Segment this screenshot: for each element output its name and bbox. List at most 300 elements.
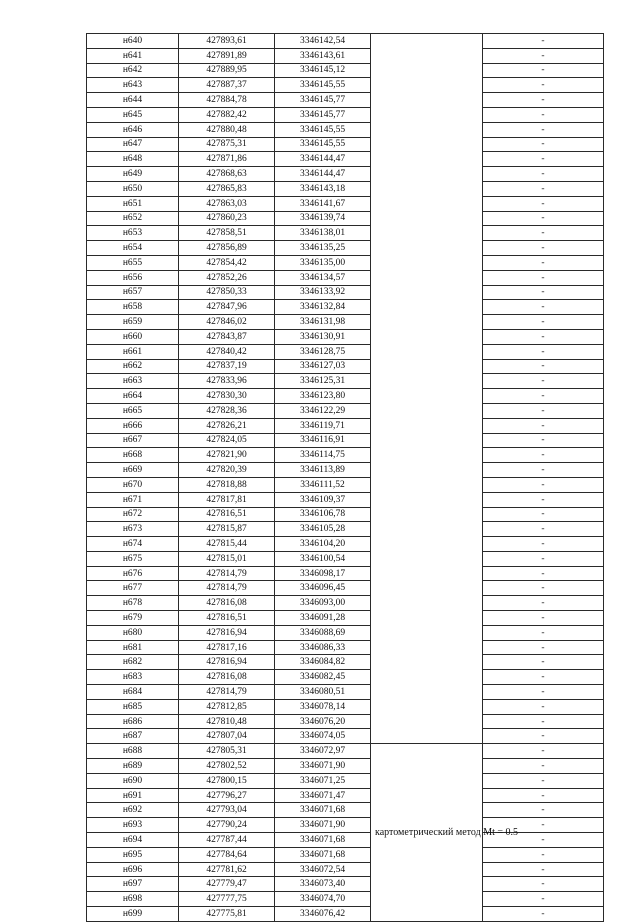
error-cell: -	[483, 744, 604, 759]
x-coordinate-cell: 427787,44	[179, 833, 275, 848]
y-coordinate-cell: 3346074,05	[275, 729, 371, 744]
coordinates-table	[86, 33, 604, 922]
table-row	[87, 759, 604, 774]
table-row	[87, 685, 604, 700]
y-coordinate-cell: 3346106,78	[275, 507, 371, 522]
point-name-cell: н664	[87, 389, 179, 404]
point-name-cell: н672	[87, 507, 179, 522]
table-row	[87, 344, 604, 359]
point-name-cell: н686	[87, 714, 179, 729]
y-coordinate-cell: 3346127,03	[275, 359, 371, 374]
table-row	[87, 78, 604, 93]
table-row	[87, 226, 604, 241]
error-cell: -	[483, 581, 604, 596]
error-cell: -	[483, 537, 604, 552]
point-name-cell: н654	[87, 241, 179, 256]
error-cell: -	[483, 241, 604, 256]
table-row	[87, 196, 604, 211]
x-coordinate-cell: 427858,51	[179, 226, 275, 241]
point-name-cell: н674	[87, 537, 179, 552]
point-name-cell: н657	[87, 285, 179, 300]
table-row	[87, 788, 604, 803]
y-coordinate-cell: 3346145,55	[275, 78, 371, 93]
y-coordinate-cell: 3346072,97	[275, 744, 371, 759]
y-coordinate-cell: 3346143,61	[275, 48, 371, 63]
y-coordinate-cell: 3346071,68	[275, 803, 371, 818]
x-coordinate-cell: 427816,51	[179, 611, 275, 626]
error-cell: -	[483, 181, 604, 196]
table-row	[87, 611, 604, 626]
table-row	[87, 255, 604, 270]
x-coordinate-cell: 427790,24	[179, 818, 275, 833]
table-row	[87, 211, 604, 226]
error-cell: -	[483, 137, 604, 152]
table-row	[87, 285, 604, 300]
x-coordinate-cell: 427865,83	[179, 181, 275, 196]
y-coordinate-cell: 3346105,28	[275, 522, 371, 537]
point-name-cell: н698	[87, 892, 179, 907]
error-cell: -	[483, 507, 604, 522]
x-coordinate-cell: 427821,90	[179, 448, 275, 463]
table-row	[87, 655, 604, 670]
y-coordinate-cell: 3346131,98	[275, 315, 371, 330]
y-coordinate-cell: 3346084,82	[275, 655, 371, 670]
point-name-cell: н668	[87, 448, 179, 463]
table-row	[87, 137, 604, 152]
y-coordinate-cell: 3346071,68	[275, 847, 371, 862]
x-coordinate-cell: 427854,42	[179, 255, 275, 270]
point-name-cell: н682	[87, 655, 179, 670]
y-coordinate-cell: 3346116,91	[275, 433, 371, 448]
x-coordinate-cell: 427846,02	[179, 315, 275, 330]
error-cell: -	[483, 759, 604, 774]
error-cell: -	[483, 211, 604, 226]
x-coordinate-cell: 427884,78	[179, 93, 275, 108]
point-name-cell: н688	[87, 744, 179, 759]
x-coordinate-cell: 427830,30	[179, 389, 275, 404]
error-cell: -	[483, 862, 604, 877]
table-row	[87, 699, 604, 714]
table-row	[87, 522, 604, 537]
point-name-cell: н641	[87, 48, 179, 63]
x-coordinate-cell: 427816,94	[179, 625, 275, 640]
y-coordinate-cell: 3346135,00	[275, 255, 371, 270]
error-cell: -	[483, 344, 604, 359]
error-cell: -	[483, 477, 604, 492]
point-name-cell: н665	[87, 403, 179, 418]
error-cell: -	[483, 463, 604, 478]
point-name-cell: н650	[87, 181, 179, 196]
x-coordinate-cell: 427779,47	[179, 877, 275, 892]
x-coordinate-cell: 427805,31	[179, 744, 275, 759]
error-cell: -	[483, 699, 604, 714]
table-row	[87, 492, 604, 507]
table-row	[87, 640, 604, 655]
point-name-cell: н673	[87, 522, 179, 537]
table-row	[87, 566, 604, 581]
table-row	[87, 241, 604, 256]
error-cell: -	[483, 433, 604, 448]
x-coordinate-cell: 427816,94	[179, 655, 275, 670]
point-name-cell: н685	[87, 699, 179, 714]
table-row	[87, 374, 604, 389]
y-coordinate-cell: 3346071,90	[275, 818, 371, 833]
x-coordinate-cell: 427814,79	[179, 685, 275, 700]
table-row	[87, 107, 604, 122]
y-coordinate-cell: 3346114,75	[275, 448, 371, 463]
error-cell: -	[483, 152, 604, 167]
y-coordinate-cell: 3346071,68	[275, 833, 371, 848]
table-row	[87, 315, 604, 330]
y-coordinate-cell: 3346128,75	[275, 344, 371, 359]
point-name-cell: н652	[87, 211, 179, 226]
table-row	[87, 403, 604, 418]
method-cell-group-2: картометрический метод Mt = 0.5	[371, 744, 483, 922]
x-coordinate-cell: 427810,48	[179, 714, 275, 729]
point-name-cell: н649	[87, 167, 179, 182]
y-coordinate-cell: 3346142,54	[275, 34, 371, 49]
point-name-cell: н655	[87, 255, 179, 270]
x-coordinate-cell: 427807,04	[179, 729, 275, 744]
error-cell: -	[483, 492, 604, 507]
error-cell: -	[483, 818, 604, 833]
point-name-cell: н681	[87, 640, 179, 655]
error-cell: -	[483, 773, 604, 788]
point-name-cell: н660	[87, 329, 179, 344]
error-cell: -	[483, 522, 604, 537]
error-cell: -	[483, 611, 604, 626]
error-cell: -	[483, 596, 604, 611]
y-coordinate-cell: 3346088,69	[275, 625, 371, 640]
error-cell: -	[483, 122, 604, 137]
error-cell: -	[483, 226, 604, 241]
x-coordinate-cell: 427856,89	[179, 241, 275, 256]
point-name-cell: н663	[87, 374, 179, 389]
error-cell: -	[483, 892, 604, 907]
point-name-cell: н678	[87, 596, 179, 611]
error-cell: -	[483, 788, 604, 803]
y-coordinate-cell: 3346138,01	[275, 226, 371, 241]
x-coordinate-cell: 427833,96	[179, 374, 275, 389]
point-name-cell: н653	[87, 226, 179, 241]
error-cell: -	[483, 78, 604, 93]
y-coordinate-cell: 3346071,47	[275, 788, 371, 803]
error-cell: -	[483, 418, 604, 433]
table-row	[87, 862, 604, 877]
table-row	[87, 152, 604, 167]
error-cell: -	[483, 48, 604, 63]
error-cell: -	[483, 374, 604, 389]
table-row	[87, 714, 604, 729]
x-coordinate-cell: 427893,61	[179, 34, 275, 49]
table-row	[87, 359, 604, 374]
table-row	[87, 818, 604, 833]
y-coordinate-cell: 3346080,51	[275, 685, 371, 700]
error-cell: -	[483, 670, 604, 685]
table-row	[87, 596, 604, 611]
x-coordinate-cell: 427868,63	[179, 167, 275, 182]
x-coordinate-cell: 427852,26	[179, 270, 275, 285]
x-coordinate-cell: 427812,85	[179, 699, 275, 714]
y-coordinate-cell: 3346071,25	[275, 773, 371, 788]
table-row	[87, 670, 604, 685]
y-coordinate-cell: 3346086,33	[275, 640, 371, 655]
table-row	[87, 773, 604, 788]
y-coordinate-cell: 3346071,90	[275, 759, 371, 774]
x-coordinate-cell: 427816,08	[179, 670, 275, 685]
point-name-cell: н679	[87, 611, 179, 626]
point-name-cell: н687	[87, 729, 179, 744]
y-coordinate-cell: 3346073,40	[275, 877, 371, 892]
y-coordinate-cell: 3346141,67	[275, 196, 371, 211]
error-cell: -	[483, 315, 604, 330]
error-cell: -	[483, 685, 604, 700]
x-coordinate-cell: 427889,95	[179, 63, 275, 78]
y-coordinate-cell: 3346113,89	[275, 463, 371, 478]
y-coordinate-cell: 3346135,25	[275, 241, 371, 256]
y-coordinate-cell: 3346093,00	[275, 596, 371, 611]
point-name-cell: н695	[87, 847, 179, 862]
table-row	[87, 34, 604, 49]
y-coordinate-cell: 3346078,14	[275, 699, 371, 714]
table-row	[87, 329, 604, 344]
y-coordinate-cell: 3346109,37	[275, 492, 371, 507]
error-cell: -	[483, 655, 604, 670]
x-coordinate-cell: 427816,08	[179, 596, 275, 611]
point-name-cell: н659	[87, 315, 179, 330]
point-name-cell: н689	[87, 759, 179, 774]
table-row	[87, 122, 604, 137]
point-name-cell: н643	[87, 78, 179, 93]
x-coordinate-cell: 427817,81	[179, 492, 275, 507]
error-cell: -	[483, 877, 604, 892]
error-cell: -	[483, 833, 604, 848]
table-row	[87, 907, 604, 922]
table-row	[87, 63, 604, 78]
x-coordinate-cell: 427793,04	[179, 803, 275, 818]
y-coordinate-cell: 3346072,54	[275, 862, 371, 877]
x-coordinate-cell: 427824,05	[179, 433, 275, 448]
point-name-cell: н694	[87, 833, 179, 848]
error-cell: -	[483, 803, 604, 818]
y-coordinate-cell: 3346134,57	[275, 270, 371, 285]
table-row	[87, 537, 604, 552]
table-row	[87, 847, 604, 862]
point-name-cell: н683	[87, 670, 179, 685]
y-coordinate-cell: 3346132,84	[275, 300, 371, 315]
coordinates-table-body	[87, 34, 604, 922]
x-coordinate-cell: 427820,39	[179, 463, 275, 478]
y-coordinate-cell: 3346098,17	[275, 566, 371, 581]
y-coordinate-cell: 3346111,52	[275, 477, 371, 492]
x-coordinate-cell: 427815,01	[179, 551, 275, 566]
x-coordinate-cell: 427840,42	[179, 344, 275, 359]
error-cell: -	[483, 907, 604, 922]
y-coordinate-cell: 3346082,45	[275, 670, 371, 685]
x-coordinate-cell: 427814,79	[179, 581, 275, 596]
y-coordinate-cell: 3346076,42	[275, 907, 371, 922]
x-coordinate-cell: 427818,88	[179, 477, 275, 492]
point-name-cell: н669	[87, 463, 179, 478]
table-row	[87, 729, 604, 744]
error-cell: -	[483, 107, 604, 122]
point-name-cell: н692	[87, 803, 179, 818]
table-row	[87, 803, 604, 818]
table-row	[87, 744, 604, 759]
error-cell: -	[483, 403, 604, 418]
error-cell: -	[483, 551, 604, 566]
x-coordinate-cell: 427891,89	[179, 48, 275, 63]
point-name-cell: н675	[87, 551, 179, 566]
table-row	[87, 581, 604, 596]
error-cell: -	[483, 63, 604, 78]
point-name-cell: н656	[87, 270, 179, 285]
table-row	[87, 389, 604, 404]
table-row	[87, 625, 604, 640]
x-coordinate-cell: 427847,96	[179, 300, 275, 315]
y-coordinate-cell: 3346139,74	[275, 211, 371, 226]
y-coordinate-cell: 3346145,55	[275, 122, 371, 137]
table-row	[87, 892, 604, 907]
point-name-cell: н646	[87, 122, 179, 137]
table-row	[87, 270, 604, 285]
point-name-cell: н658	[87, 300, 179, 315]
x-coordinate-cell: 427875,31	[179, 137, 275, 152]
point-name-cell: н696	[87, 862, 179, 877]
x-coordinate-cell: 427775,81	[179, 907, 275, 922]
point-name-cell: н644	[87, 93, 179, 108]
x-coordinate-cell: 427796,27	[179, 788, 275, 803]
x-coordinate-cell: 427828,36	[179, 403, 275, 418]
x-coordinate-cell: 427860,23	[179, 211, 275, 226]
y-coordinate-cell: 3346130,91	[275, 329, 371, 344]
point-name-cell: н680	[87, 625, 179, 640]
y-coordinate-cell: 3346096,45	[275, 581, 371, 596]
error-cell: -	[483, 625, 604, 640]
x-coordinate-cell: 427880,48	[179, 122, 275, 137]
x-coordinate-cell: 427826,21	[179, 418, 275, 433]
table-row	[87, 463, 604, 478]
x-coordinate-cell: 427843,87	[179, 329, 275, 344]
method-cell-group-1	[371, 34, 483, 744]
x-coordinate-cell: 427850,33	[179, 285, 275, 300]
point-name-cell: н648	[87, 152, 179, 167]
error-cell: -	[483, 270, 604, 285]
point-name-cell: н667	[87, 433, 179, 448]
x-coordinate-cell: 427817,16	[179, 640, 275, 655]
x-coordinate-cell: 427882,42	[179, 107, 275, 122]
y-coordinate-cell: 3346076,20	[275, 714, 371, 729]
table-row	[87, 418, 604, 433]
x-coordinate-cell: 427863,03	[179, 196, 275, 211]
point-name-cell: н676	[87, 566, 179, 581]
x-coordinate-cell: 427871,86	[179, 152, 275, 167]
error-cell: -	[483, 285, 604, 300]
y-coordinate-cell: 3346122,29	[275, 403, 371, 418]
table-row	[87, 477, 604, 492]
error-cell: -	[483, 640, 604, 655]
error-cell: -	[483, 714, 604, 729]
table-row	[87, 167, 604, 182]
point-name-cell: н693	[87, 818, 179, 833]
table-row	[87, 877, 604, 892]
error-cell: -	[483, 196, 604, 211]
y-coordinate-cell: 3346074,70	[275, 892, 371, 907]
x-coordinate-cell: 427837,19	[179, 359, 275, 374]
error-cell: -	[483, 389, 604, 404]
error-cell: -	[483, 729, 604, 744]
error-cell: -	[483, 93, 604, 108]
table-row	[87, 300, 604, 315]
point-name-cell: н647	[87, 137, 179, 152]
table-row	[87, 507, 604, 522]
point-name-cell: н662	[87, 359, 179, 374]
error-cell: -	[483, 448, 604, 463]
table-row	[87, 433, 604, 448]
point-name-cell: н684	[87, 685, 179, 700]
point-name-cell: н670	[87, 477, 179, 492]
x-coordinate-cell: 427784,64	[179, 847, 275, 862]
y-coordinate-cell: 3346123,80	[275, 389, 371, 404]
error-cell: -	[483, 167, 604, 182]
error-cell: -	[483, 359, 604, 374]
error-cell: -	[483, 300, 604, 315]
point-name-cell: н642	[87, 63, 179, 78]
error-cell: -	[483, 255, 604, 270]
error-cell: -	[483, 847, 604, 862]
point-name-cell: н651	[87, 196, 179, 211]
y-coordinate-cell: 3346125,31	[275, 374, 371, 389]
point-name-cell: н645	[87, 107, 179, 122]
y-coordinate-cell: 3346144,47	[275, 152, 371, 167]
y-coordinate-cell: 3346133,92	[275, 285, 371, 300]
point-name-cell: н640	[87, 34, 179, 49]
x-coordinate-cell: 427815,87	[179, 522, 275, 537]
x-coordinate-cell: 427815,44	[179, 537, 275, 552]
y-coordinate-cell: 3346119,71	[275, 418, 371, 433]
x-coordinate-cell: 427800,15	[179, 773, 275, 788]
point-name-cell: н661	[87, 344, 179, 359]
x-coordinate-cell: 427781,62	[179, 862, 275, 877]
y-coordinate-cell: 3346145,12	[275, 63, 371, 78]
table-row	[87, 448, 604, 463]
table-row	[87, 93, 604, 108]
table-row	[87, 48, 604, 63]
table-row	[87, 181, 604, 196]
y-coordinate-cell: 3346091,28	[275, 611, 371, 626]
y-coordinate-cell: 3346145,77	[275, 93, 371, 108]
point-name-cell: н699	[87, 907, 179, 922]
point-name-cell: н697	[87, 877, 179, 892]
x-coordinate-cell: 427777,75	[179, 892, 275, 907]
point-name-cell: н671	[87, 492, 179, 507]
y-coordinate-cell: 3346144,47	[275, 167, 371, 182]
error-cell: -	[483, 34, 604, 49]
x-coordinate-cell: 427816,51	[179, 507, 275, 522]
error-cell: -	[483, 566, 604, 581]
point-name-cell: н677	[87, 581, 179, 596]
y-coordinate-cell: 3346145,77	[275, 107, 371, 122]
point-name-cell: н690	[87, 773, 179, 788]
error-cell: -	[483, 329, 604, 344]
x-coordinate-cell: 427814,79	[179, 566, 275, 581]
x-coordinate-cell: 427802,52	[179, 759, 275, 774]
point-name-cell: н666	[87, 418, 179, 433]
point-name-cell: н691	[87, 788, 179, 803]
y-coordinate-cell: 3346143,18	[275, 181, 371, 196]
y-coordinate-cell: 3346100,54	[275, 551, 371, 566]
y-coordinate-cell: 3346145,55	[275, 137, 371, 152]
